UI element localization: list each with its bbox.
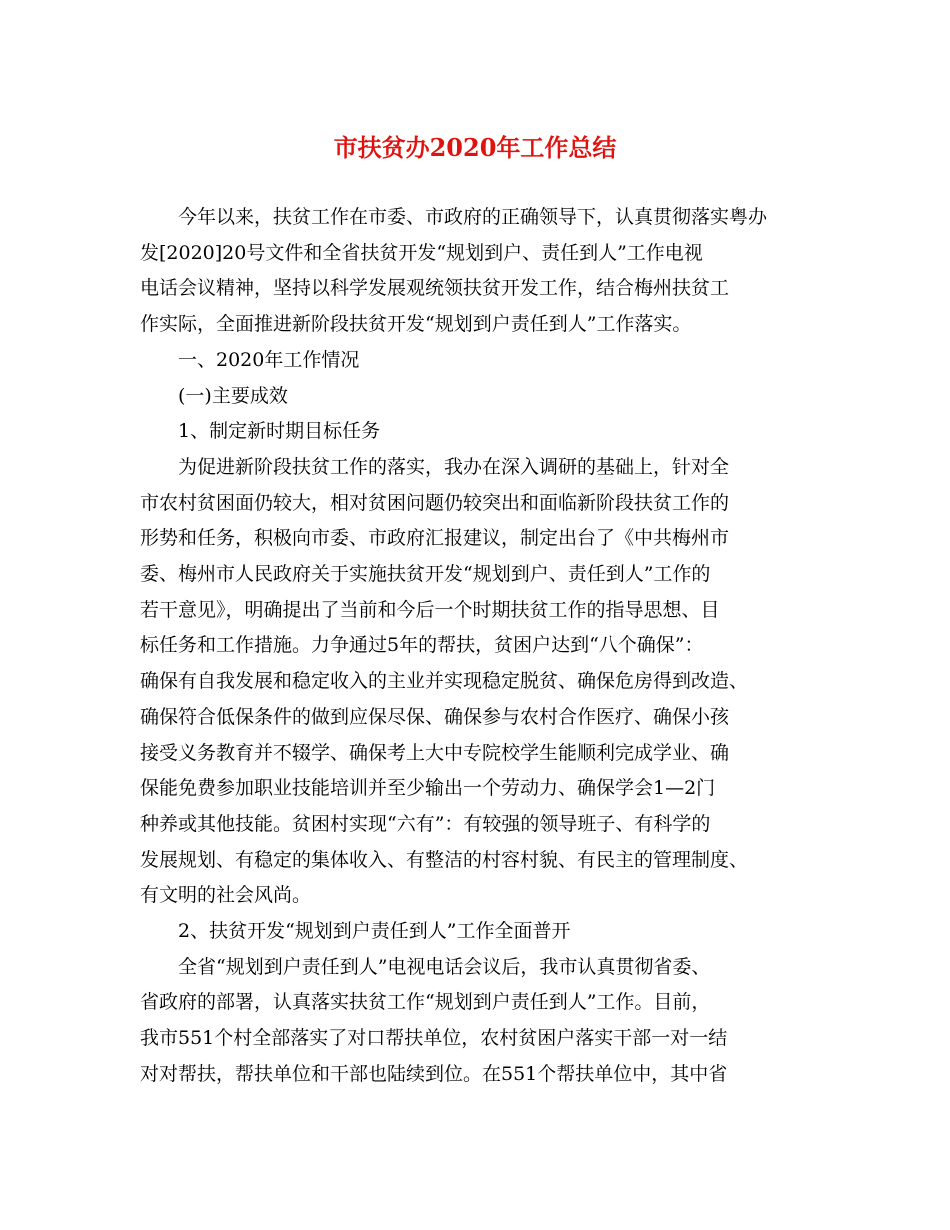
section-heading bbox=[140, 343, 820, 379]
text-line: 有文明的社会风尚。 bbox=[140, 884, 312, 907]
text-line: 形势和任务，积极向市委、市政府汇报建议，制定出台了《中共梅州市 bbox=[140, 527, 730, 550]
text-line: 若干意见》，明确提出了当前和今后一个时期扶贫工作的指导思想、目 bbox=[140, 598, 720, 621]
text-line: 市农村贫困面仍较大，相对贫困问题仍较突出和面临新阶段扶贫工作的 bbox=[140, 491, 730, 514]
text-line: 电话会议精神，坚持以科学发展观统领扶贫开发工作，结合梅州扶贫工 bbox=[140, 277, 730, 300]
document-body bbox=[140, 200, 820, 1093]
paragraph-implementation bbox=[140, 950, 820, 1093]
text-line: 全省“规划到户责任到人”电视电话会议后，我市认真贯彻省委、 bbox=[178, 955, 711, 978]
text-line: 委、梅州市人民政府关于实施扶贫开发“规划到户、责任到人”工作的 bbox=[140, 563, 711, 586]
text-line: 1、制定新时期目标任务 bbox=[178, 420, 381, 443]
text-line: (一)主要成效 bbox=[178, 384, 288, 407]
paragraph-targets bbox=[140, 450, 820, 914]
text-line: 对对帮扶，帮扶单位和干部也陆续到位。在551个帮扶单位中，其中省 bbox=[140, 1062, 728, 1085]
item-heading bbox=[140, 914, 820, 950]
text-line: 种养或其他技能。贫困村实现“六有”：有较强的领导班子、有科学的 bbox=[140, 812, 711, 835]
text-line: 作实际，全面推进新阶段扶贫开发“规划到户责任到人”工作落实。 bbox=[140, 313, 692, 336]
document-title: 市扶贫办2020年工作总结 bbox=[333, 133, 617, 162]
text-line: 接受义务教育并不辍学、确保考上大中专院校学生能顺利完成学业、确 bbox=[140, 741, 730, 764]
subsection-heading bbox=[140, 379, 820, 415]
item-heading bbox=[140, 414, 820, 450]
text-line: 确保符合低保条件的做到应保尽保、确保参与农村合作医疗、确保小孩 bbox=[140, 705, 730, 728]
paragraph-intro bbox=[140, 200, 820, 343]
text-line: 省政府的部署，认真落实扶贫工作“规划到户责任到人”工作。目前， bbox=[140, 991, 711, 1014]
text-line: 保能免费参加职业技能培训并至少输出一个劳动力、确保学会1—2门 bbox=[140, 777, 716, 800]
text-line: 确保有自我发展和稳定收入的主业并实现稳定脱贫、确保危房得到改造、 bbox=[140, 670, 749, 693]
text-line: 我市551个村全部落实了对口帮扶单位，农村贫困户落实干部一对一结 bbox=[140, 1027, 728, 1050]
text-line: 发展规划、有稳定的集体收入、有整洁的村容村貌、有民主的管理制度、 bbox=[140, 848, 749, 871]
text-line: 发[2020]20号文件和全省扶贫开发“规划到户、责任到人”工作电视 bbox=[140, 241, 703, 264]
text-line: 为促进新阶段扶贫工作的落实，我办在深入调研的基础上，针对全 bbox=[178, 455, 730, 478]
text-line: 2、扶贫开发“规划到户责任到人”工作全面普开 bbox=[178, 920, 571, 943]
text-line: 一、2020年工作情况 bbox=[178, 348, 360, 371]
text-line: 标任务和工作措施。力争通过5年的帮扶，贫困户达到“八个确保”： bbox=[140, 634, 704, 657]
text-line: 今年以来，扶贫工作在市委、市政府的正确领导下，认真贯彻落实粤办 bbox=[178, 206, 768, 228]
